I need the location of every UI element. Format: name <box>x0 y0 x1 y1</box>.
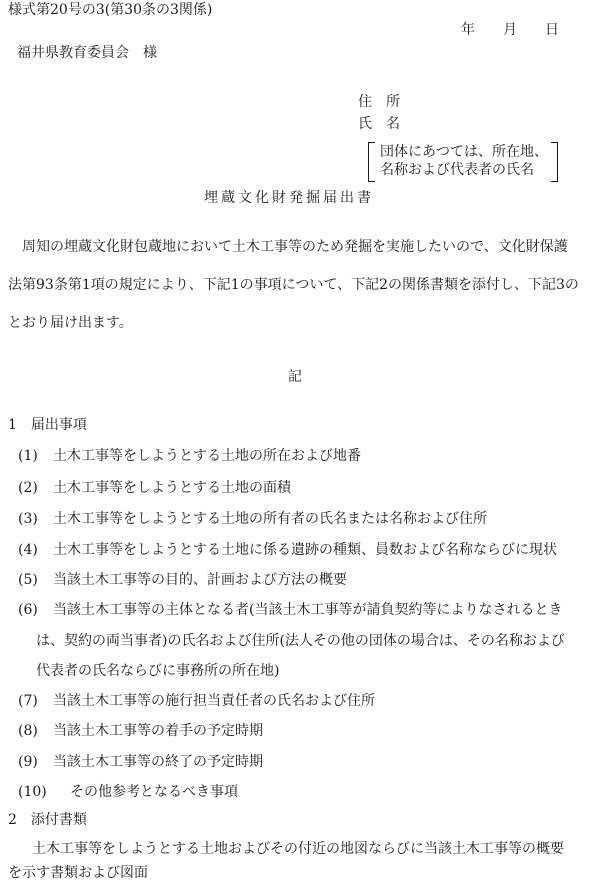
item-number: (8) <box>18 723 38 739</box>
section2-heading: 2 添付書類 <box>8 812 87 828</box>
name-label: 氏 名 <box>358 116 400 132</box>
addressee: 福井県教育委員会 様 <box>17 45 157 61</box>
item-text: 代表者の氏名ならびに事務所の所在地) <box>36 663 280 679</box>
group-note-line2: 名称および代表者の氏名 <box>380 162 534 178</box>
item-text: 土木工事等をしようとする土地の所有者の氏名または名称および住所 <box>53 511 487 527</box>
item-text: 当該土木工事等の着手の予定時期 <box>53 723 263 739</box>
address-label: 住 所 <box>358 94 400 110</box>
attachments-line-1: 土木工事等をしようとする土地およびその付近の地図ならびに当該土木工事等の概要 <box>18 841 564 857</box>
item-number: (5) <box>18 572 38 588</box>
form-number: 様式第20号の3(第30条の3関係) <box>8 2 213 18</box>
item-text: 当該土木工事等の目的、計画および方法の概要 <box>53 572 347 588</box>
section1-heading: 1 届出事項 <box>8 417 87 433</box>
item-text: 当該土木工事等の施行担当責任者の氏名および住所 <box>53 693 375 709</box>
item-text: その他参考となるべき事項 <box>70 784 238 800</box>
date-line: 年 月 日 <box>461 22 559 38</box>
item-text: 土木工事等をしようとする土地に係る遺跡の種類、員数および名称ならびに現状 <box>53 542 557 558</box>
item-text: 土木工事等をしようとする土地の面積 <box>53 480 291 496</box>
intro-line-2: 法第93条第1項の規定により、下記1の事項について、下記2の関係書類を添付し、下記3の <box>8 277 579 293</box>
item-text: は、契約の両当事者)の氏名および住所(法人その他の団体の場合は、その名称および <box>36 633 565 649</box>
intro-line-1: 周知の埋蔵文化財包蔵地において土木工事等のため発掘を実施したいので、文化財保護 <box>8 239 568 255</box>
ki-heading: 記 <box>288 369 302 385</box>
item-text: 土木工事等をしようとする土地の所在および地番 <box>53 448 361 464</box>
group-note-line1: 団体にあつては、所在地、 <box>380 144 548 160</box>
group-note-bracket <box>368 140 558 182</box>
item-number: (6) <box>18 602 38 618</box>
item-number: (3) <box>18 511 38 527</box>
item-number: (9) <box>18 754 38 770</box>
right-bracket <box>551 142 558 182</box>
item-text: 当該土木工事等の主体となる者(当該土木工事等が請負契約等によりなされるとき <box>53 602 563 618</box>
left-bracket <box>368 142 375 182</box>
item-number: (4) <box>18 542 38 558</box>
item-number: (2) <box>18 480 38 496</box>
item-number: (1) <box>18 448 38 464</box>
item-text: 当該土木工事等の終了の予定時期 <box>53 754 263 770</box>
attachments-line-2: を示す書類および図面 <box>8 865 148 881</box>
document-title: 埋蔵文化財発掘届出書 <box>204 190 374 206</box>
intro-line-3: とおり届け出ます。 <box>8 315 133 331</box>
item-number: (10) <box>18 784 47 800</box>
item-number: (7) <box>18 693 38 709</box>
